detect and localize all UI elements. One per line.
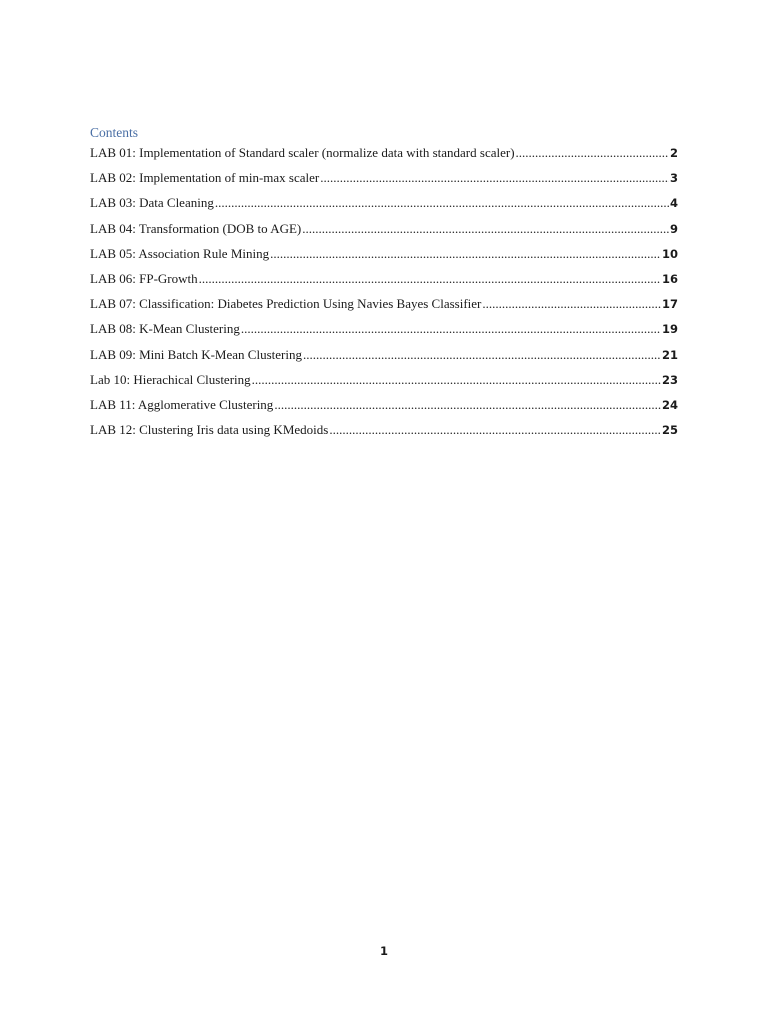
toc-entry-title: LAB 05: Association Rule Mining — [90, 245, 270, 261]
toc-entry[interactable] — [90, 144, 678, 169]
toc-entry-page: 25 — [661, 423, 678, 438]
toc-dot-leader — [303, 346, 661, 364]
toc-entry[interactable] — [90, 220, 678, 245]
toc-entry-page: 4 — [669, 196, 678, 211]
toc-entry-title: LAB 12: Clustering Iris data using KMedoids — [90, 422, 329, 438]
toc-entry[interactable] — [90, 346, 678, 371]
toc-entry-page: 24 — [661, 397, 678, 412]
toc-dot-leader — [320, 169, 669, 187]
toc-entry-page: 9 — [669, 221, 678, 236]
toc-entry-page: 19 — [661, 322, 678, 337]
toc-entry-page: 21 — [661, 347, 678, 362]
toc-dot-leader — [252, 371, 661, 389]
toc-dot-leader — [302, 220, 669, 238]
toc-dot-leader — [482, 295, 661, 313]
toc-dot-leader — [270, 245, 661, 263]
toc-entry-title: LAB 06: FP-Growth — [90, 270, 198, 286]
toc-entry-title: LAB 04: Transformation (DOB to AGE) — [90, 220, 302, 236]
toc-dot-leader — [215, 194, 669, 212]
toc-entry-page: 3 — [669, 171, 678, 186]
toc-dot-leader — [516, 144, 669, 162]
toc-entry[interactable] — [90, 194, 678, 219]
toc-entry-title: LAB 11: Agglomerative Clustering — [90, 396, 274, 412]
toc-entry-title: LAB 07: Classification: Diabetes Prediction Using Navies Bayes Classifier — [90, 296, 482, 312]
toc-entry-title: LAB 09: Mini Batch K-Mean Clustering — [90, 346, 302, 362]
toc-list — [90, 144, 678, 446]
toc-entry-title: LAB 01: Implementation of Standard scaler (normalize data with standard scaler) — [90, 145, 515, 160]
toc-entry[interactable] — [90, 396, 678, 421]
toc-entry-page: 17 — [661, 297, 678, 312]
toc-entry-page: 16 — [661, 271, 678, 286]
toc-entry-page: 23 — [661, 372, 678, 387]
toc-heading: Contents — [90, 125, 139, 140]
toc-entry[interactable] — [90, 245, 678, 270]
toc-entry-title: Lab 10: Hierachical Clustering — [90, 371, 251, 387]
toc-entry[interactable] — [90, 295, 678, 320]
table-of-contents — [90, 124, 678, 446]
toc-dot-leader — [241, 320, 661, 338]
toc-entry[interactable] — [90, 320, 678, 345]
toc-dot-leader — [274, 396, 661, 414]
toc-entry[interactable] — [90, 270, 678, 295]
toc-dot-leader — [329, 421, 661, 439]
toc-entry-page: 2 — [669, 146, 678, 160]
toc-entry-title: LAB 08: K-Mean Clustering — [90, 321, 240, 337]
toc-entry[interactable] — [90, 371, 678, 396]
toc-entry-title: LAB 02: Implementation of min-max scaler — [90, 170, 320, 186]
page-number: 1 — [379, 944, 388, 958]
toc-entry-page: 10 — [661, 246, 678, 261]
toc-entry[interactable] — [90, 169, 678, 194]
toc-entry-title: LAB 03: Data Cleaning — [90, 195, 214, 211]
toc-entry[interactable] — [90, 421, 678, 446]
toc-dot-leader — [199, 270, 661, 288]
